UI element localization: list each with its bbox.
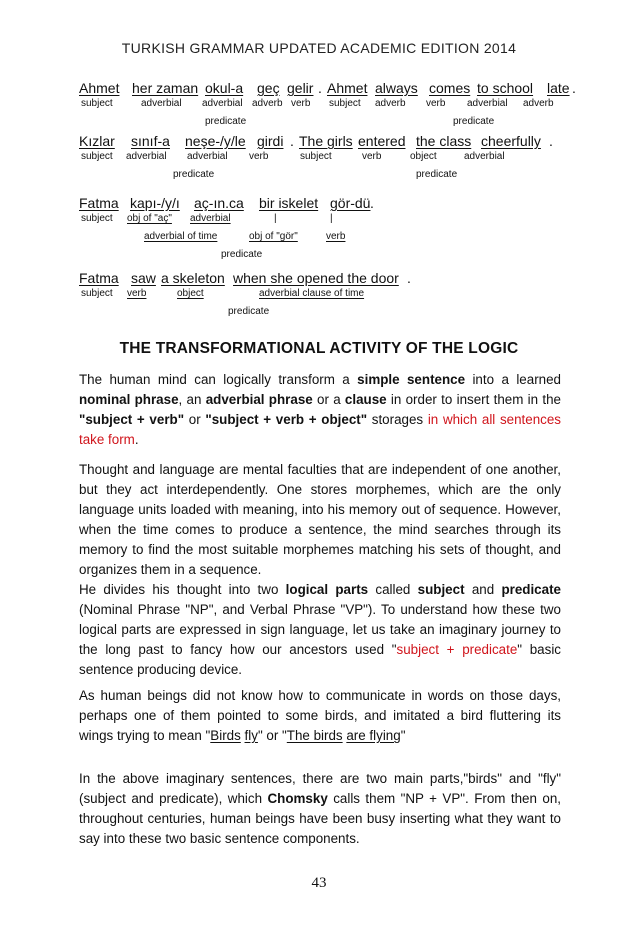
paragraph-4 bbox=[79, 686, 561, 746]
p3-text: (Nominal Phrase "NP", and Verbal Phrase "VP"). To understand how these two logical parts are expressed in sign language, let us take an imaginary journey to the long past to fancy how our ancestors used " bbox=[79, 602, 561, 657]
word: to school bbox=[477, 80, 534, 96]
role-label: | bbox=[274, 213, 277, 224]
word: Ahmet bbox=[327, 80, 368, 96]
role-label: adverbial bbox=[126, 151, 167, 162]
role-label: verb bbox=[291, 98, 311, 109]
role-label: adverbial bbox=[464, 151, 505, 162]
role-label: subject bbox=[300, 151, 332, 162]
p3-bold: predicate bbox=[501, 582, 561, 597]
p4-text: As human beings did not know how to communicate in words on those days, perhaps one of them pointed to some birds, and imitated a bird fluttering its wings trying to mean " bbox=[79, 688, 561, 743]
running-header: TURKISH GRAMMAR UPDATED ACADEMIC EDITION 2014 bbox=[121, 40, 517, 56]
role-label: subject bbox=[81, 98, 113, 109]
word: gelir bbox=[287, 80, 314, 96]
word: bir iskelet bbox=[259, 195, 319, 211]
example-4-words bbox=[79, 270, 569, 288]
word: late bbox=[547, 80, 570, 96]
word: Ahmet bbox=[79, 80, 120, 96]
word: The girls bbox=[299, 133, 353, 149]
role-label: adverb bbox=[375, 98, 406, 109]
word: okul-a bbox=[205, 80, 244, 96]
role-label: adverbial bbox=[187, 151, 228, 162]
predicate-label: predicate bbox=[205, 116, 247, 127]
p4-underlined: The birds bbox=[286, 728, 343, 743]
word: the class bbox=[416, 133, 472, 149]
example-4 bbox=[79, 270, 569, 322]
p1-text: into a learned bbox=[465, 372, 561, 387]
example-4-predicate bbox=[79, 306, 569, 322]
example-3 bbox=[79, 195, 569, 265]
example-2-words bbox=[79, 133, 569, 151]
paragraph-3 bbox=[79, 580, 561, 680]
p1-text: in order to insert them in the bbox=[386, 392, 561, 407]
role-label: adverbial bbox=[141, 98, 182, 109]
word: a skeleton bbox=[161, 270, 225, 286]
p1-bold: adverbial phrase bbox=[205, 392, 313, 407]
role-label: verb bbox=[249, 151, 269, 162]
role-label: adverbial bbox=[467, 98, 508, 109]
predicate-label: predicate bbox=[228, 306, 270, 317]
role-label: obj of "gör" bbox=[249, 231, 298, 242]
word: Fatma bbox=[79, 195, 119, 211]
p1-bold: simple sentence bbox=[357, 372, 466, 387]
word: geç bbox=[257, 80, 280, 96]
p1-text: , an bbox=[178, 392, 206, 407]
role-label: | bbox=[330, 213, 333, 224]
p1-text: or a bbox=[312, 392, 345, 407]
word: Fatma bbox=[79, 270, 119, 286]
word: girdi bbox=[257, 133, 284, 149]
page-number: 43 bbox=[311, 875, 327, 891]
p3-text: called bbox=[368, 582, 418, 597]
p3-bold: subject bbox=[417, 582, 465, 597]
punct: . bbox=[407, 270, 411, 286]
word: always bbox=[375, 80, 418, 96]
example-1-roles bbox=[79, 98, 569, 116]
role-label: adverbial bbox=[190, 213, 231, 224]
p1-bold: "subject + verb" bbox=[79, 412, 185, 427]
role-label: adverbial bbox=[202, 98, 243, 109]
example-2-predicate bbox=[79, 169, 569, 185]
punct: . bbox=[318, 80, 322, 96]
word: sınıf-a bbox=[131, 133, 170, 149]
role-label: verb bbox=[326, 231, 346, 242]
word: her zaman bbox=[132, 80, 199, 96]
word: kapı-/y/ı bbox=[130, 195, 180, 211]
role-label: adverb bbox=[252, 98, 283, 109]
example-1 bbox=[79, 80, 576, 132]
role-label: subject bbox=[81, 213, 113, 224]
example-3-roles bbox=[79, 213, 569, 231]
predicate-label: predicate bbox=[453, 116, 495, 127]
example-2 bbox=[79, 133, 569, 185]
word: cheerfully bbox=[481, 133, 541, 149]
paragraph-5 bbox=[79, 769, 561, 849]
role-label: adverbial of time bbox=[144, 231, 218, 242]
example-3-words bbox=[79, 195, 569, 213]
p4-text: " bbox=[400, 728, 406, 743]
word: aç-ın.ca bbox=[194, 195, 244, 211]
role-label: adverbial clause of time bbox=[259, 288, 365, 299]
role-label: subject bbox=[329, 98, 361, 109]
role-label: verb bbox=[362, 151, 382, 162]
p1-text: The human mind can logically transform a bbox=[79, 372, 358, 387]
p1-text: storages bbox=[367, 412, 428, 427]
p1-text: or bbox=[184, 412, 206, 427]
p3-highlight: subject + predicate bbox=[396, 642, 518, 657]
p3-text: and bbox=[464, 582, 502, 597]
role-label: subject bbox=[81, 151, 113, 162]
word: comes bbox=[429, 80, 471, 96]
word: when she opened the door bbox=[233, 270, 399, 286]
p1-bold: clause bbox=[344, 392, 387, 407]
section-heading: THE TRANSFORMATIONAL ACTIVITY OF THE LOGIC bbox=[119, 340, 519, 357]
predicate-label: predicate bbox=[221, 249, 263, 260]
punct: . bbox=[290, 133, 294, 149]
p5-text: calls them "NP + VP". From then on, throughout centuries, human beings have been busy inserting what they want to say into these two basic sentence components. bbox=[79, 791, 561, 846]
paragraph-2: Thought and language are mental faculties that are independent of one another, but they act interdependently. One stores morphemes, which are the only language units loaded with meaning, into his memory out of sequence. However, when the time comes to produce a sentence, the mind searches through its memory to find the most suitable morphemes matching his sets of thought, and organizes them in a sequence. bbox=[79, 462, 561, 577]
role-label: object bbox=[177, 288, 204, 299]
role-label: adverb bbox=[523, 98, 554, 109]
p1-bold: nominal phrase bbox=[79, 392, 179, 407]
p4-underlined: Birds bbox=[210, 728, 241, 743]
word: neşe-/y/le bbox=[185, 133, 246, 149]
p4-underlined: are flying bbox=[346, 728, 401, 743]
word: entered bbox=[358, 133, 406, 149]
p3-bold: logical parts bbox=[285, 582, 369, 597]
example-4-roles bbox=[79, 288, 569, 306]
example-1-predicate bbox=[79, 116, 569, 132]
example-1-words bbox=[79, 80, 576, 98]
role-label: verb bbox=[127, 288, 147, 299]
word: gör-dü bbox=[330, 195, 371, 211]
p5-text: In the above imaginary sentences, there are two main parts,"birds" and "fly" (subject and predicate), which bbox=[79, 771, 561, 806]
paragraph-1 bbox=[79, 370, 561, 450]
example-2-roles bbox=[79, 151, 569, 169]
word: Kızlar bbox=[79, 133, 115, 149]
example-3-predicate bbox=[79, 249, 569, 265]
punct: . bbox=[572, 80, 576, 96]
predicate-label: predicate bbox=[173, 169, 215, 180]
role-label: verb bbox=[426, 98, 446, 109]
p1-highlight: in which all sentences take form bbox=[79, 412, 561, 447]
role-label: object bbox=[410, 151, 437, 162]
p1-text: . bbox=[134, 432, 139, 447]
p3-text: " basic sentence producing device. bbox=[79, 642, 561, 677]
p4-text: " or " bbox=[257, 728, 287, 743]
p4-underlined: fly bbox=[244, 728, 258, 743]
predicate-label: predicate bbox=[416, 169, 458, 180]
p5-bold: Chomsky bbox=[267, 791, 328, 806]
role-label: obj of "aç" bbox=[127, 213, 172, 224]
role-label: subject bbox=[81, 288, 113, 299]
punct: . bbox=[549, 133, 553, 149]
example-3-roles-2 bbox=[79, 231, 569, 249]
p3-text: He divides his thought into two bbox=[79, 582, 286, 597]
p1-bold: "subject + verb + object" bbox=[205, 412, 368, 427]
punct: . bbox=[370, 195, 374, 211]
word: saw bbox=[131, 270, 156, 286]
